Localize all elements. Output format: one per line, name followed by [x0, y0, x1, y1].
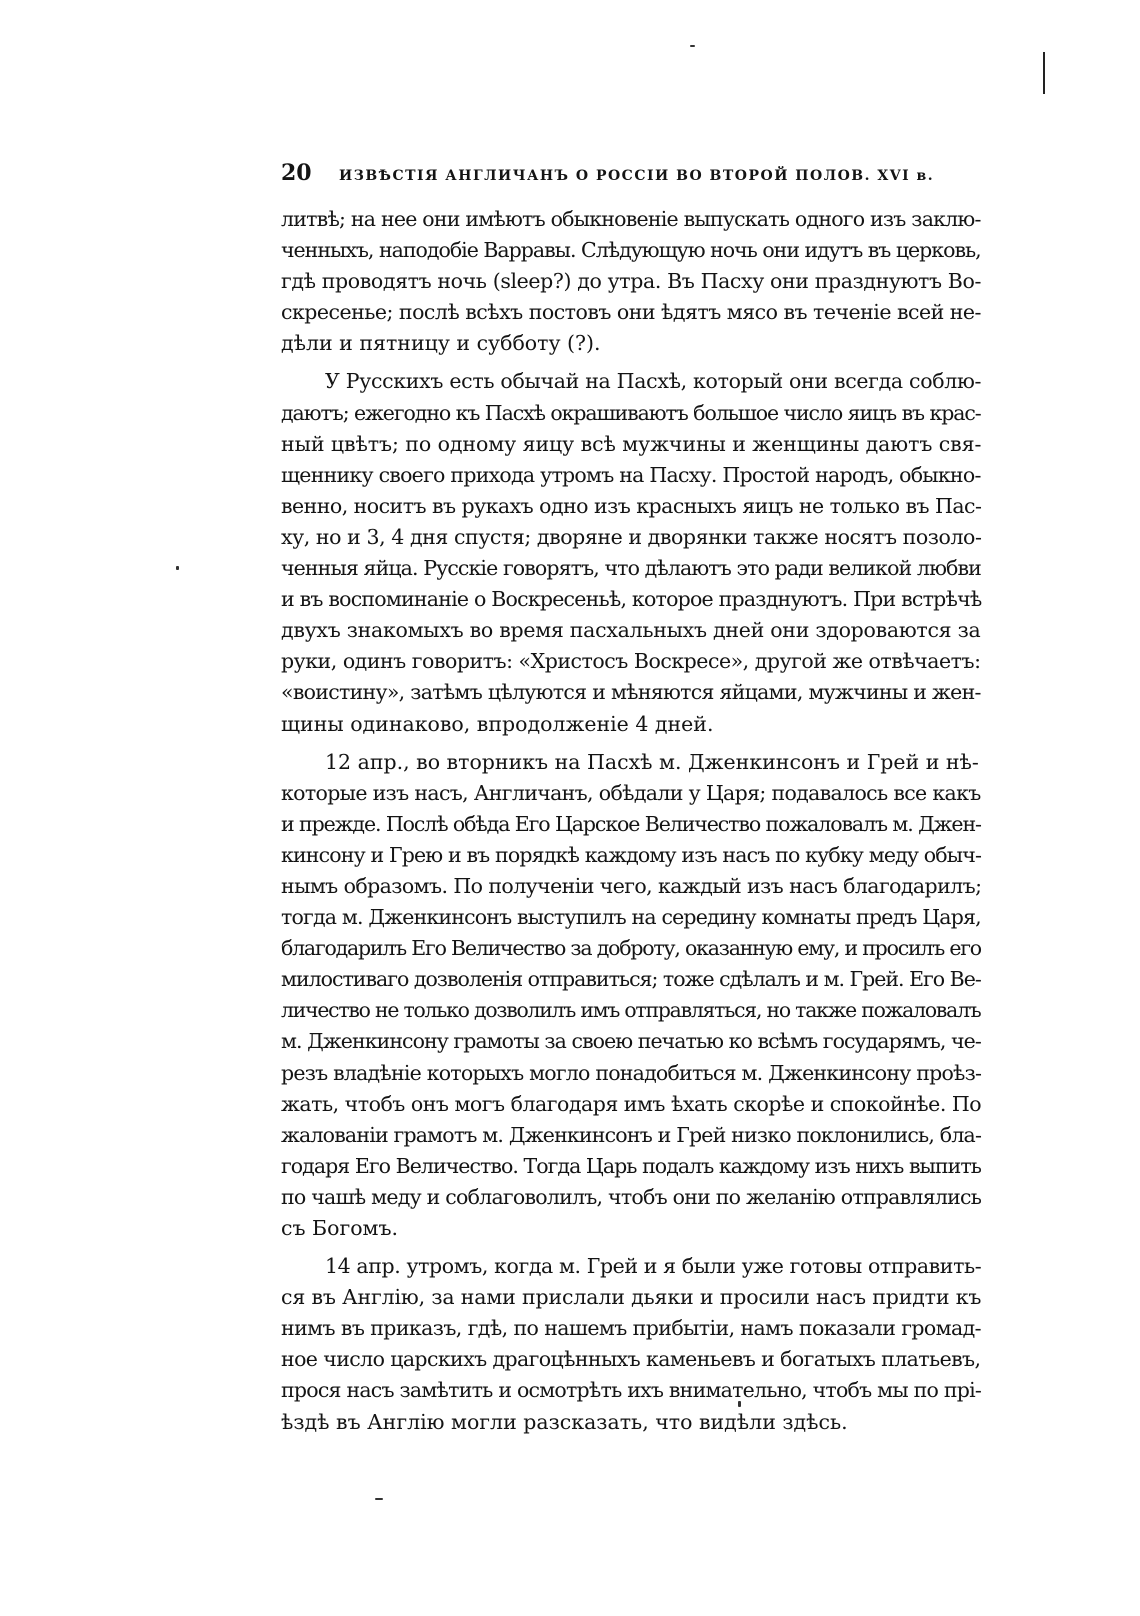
text-line: скресенье; послѣ всѣхъ постовъ они ѣдятъ мясо въ теченіе всей не-: [281, 300, 981, 325]
text-line: гдѣ проводятъ ночь (sleep?) до утра. Въ Пасху они празднуютъ Во-: [281, 269, 981, 294]
text-line: ѣздѣ въ Англію могли разсказать, что видѣли здѣсь.: [281, 1409, 848, 1434]
page-edge-line: [1043, 52, 1045, 94]
text-line: литвѣ; на нее они имѣютъ обыкновеніе выпускать одного изъ заклю-: [281, 207, 981, 231]
text-line: руки, одинъ говоритъ: «Христосъ Воскресе», другой же отвѣчаетъ:: [281, 649, 981, 674]
text-line: ное число царскихъ драгоцѣнныхъ каменьевъ и богатыхъ платьевъ,: [281, 1347, 981, 1372]
print-speck: [375, 1498, 383, 1500]
text-line: даютъ; ежегодно къ Пасхѣ окрашиваютъ большое число яицъ въ крас-: [281, 400, 981, 425]
text-line: тогда м. Дженкинсонъ выступилъ на середину комнаты предъ Царя,: [281, 905, 981, 930]
text-line: которые изъ насъ, Англичанъ, обѣдали у Царя; подавалось все какъ: [281, 780, 981, 805]
text-line: нымъ образомъ. По полученіи чего, каждый изъ насъ благодарилъ;: [281, 873, 982, 898]
text-line: нимъ въ приказъ, гдѣ, по нашемъ прибытіи, намъ показали громад-: [281, 1316, 982, 1341]
text-line: У Русскихъ есть обычай на Пасхѣ, который они всегда соблю-: [325, 369, 982, 394]
text-line: личество не только дозволилъ имъ отправляться, но также пожаловалъ: [281, 998, 981, 1023]
text-line: «воистину», затѣмъ цѣлуются и мѣняются яйцами, мужчины и жен-: [281, 680, 981, 705]
text-line: ченныя яйца. Русскіе говорятъ, что дѣлаютъ это ради великой любви: [281, 556, 981, 581]
text-line: и прежде. Послѣ обѣда Его Царское Величество пожаловалъ м. Джен-: [281, 811, 981, 836]
paragraph: [281, 366, 981, 739]
text-line: кинсону и Грею и въ порядкѣ каждому изъ насъ по кубку меду обыч-: [281, 842, 982, 867]
text-line: милостиваго дозволенія отправиться; тоже сдѣлалъ и м. Грей. Его Ве-: [281, 967, 981, 992]
text-line: дѣли и пятницу и субботу (?).: [281, 331, 601, 356]
text-line: прося насъ замѣтить и осмотрѣть ихъ внимательно, чтобъ мы по прі-: [281, 1378, 982, 1403]
text-line: и въ воспоминаніе о Воскресеньѣ, которое празднуютъ. При встрѣчѣ: [281, 587, 982, 612]
text-line: щеннику своего прихода утромъ на Пасху. Простой народъ, обыкно-: [281, 462, 981, 487]
text-line: 14 апр. утромъ, когда м. Грей и я были уже готовы отправить-: [325, 1254, 982, 1279]
body-text: [281, 204, 981, 1438]
text-line: благодарилъ Его Величество за доброту, оказанную ему, и просилъ его: [281, 936, 981, 961]
text-line: жалованіи грамотъ м. Дженкинсонъ и Грей низко поклонились, бла-: [281, 1122, 982, 1147]
text-line: ся въ Англію, за нами прислали дьяки и просили насъ придти къ: [281, 1285, 982, 1310]
text-line: съ Богомъ.: [281, 1216, 399, 1240]
text-line: м. Дженкинсону грамоты за своею печатью ко всѣмъ государямъ, че-: [281, 1029, 981, 1054]
text-line: венно, носитъ въ рукахъ одно изъ красныхъ яицъ не только въ Пас-: [281, 493, 982, 518]
text-line: ху, но и 3, 4 дня спустя; дворяне и дворянки также носятъ позоло-: [281, 524, 982, 549]
print-speck: [690, 45, 695, 47]
page-number: 20: [281, 160, 312, 186]
text-line: 12 апр., во вторникъ на Пасхѣ м. Дженкинсонъ и Грей и нѣ-: [325, 749, 979, 774]
print-speck: [176, 566, 179, 570]
text-line: годаря Его Величество. Тогда Царь подалъ каждому изъ нихъ выпить: [281, 1153, 981, 1178]
running-title: ИЗВѢСТІЯ АНГЛИЧАНЪ О РОССІИ ВО ВТОРОЙ ПОЛОВ. XVI в.: [339, 168, 935, 184]
text-line: щины одинаково, впродолженіе 4 дней.: [281, 711, 714, 736]
paragraph: [281, 747, 981, 1245]
text-line: ченныхъ, наподобіе Варравы. Слѣдующую ночь они идутъ въ церковь,: [281, 238, 981, 263]
page-header: [281, 160, 981, 190]
text-line: двухъ знакомыхъ во время пасхальныхъ дней они здороваются за: [281, 618, 981, 643]
paragraph: [281, 204, 981, 359]
text-line: резъ владѣніе которыхъ могло понадобиться м. Дженкинсону проѣз-: [281, 1060, 982, 1085]
text-line: по чашѣ меду и соблаговолилъ, чтобъ они по желанію отправлялись: [281, 1184, 982, 1209]
paragraph: [281, 1251, 981, 1438]
text-line: ный цвѣтъ; по одному яицу всѣ мужчины и женщины даютъ свя-: [281, 431, 982, 456]
text-line: жать, чтобъ онъ могъ благодаря имъ ѣхать скорѣе и спокойнѣе. По: [281, 1091, 982, 1116]
